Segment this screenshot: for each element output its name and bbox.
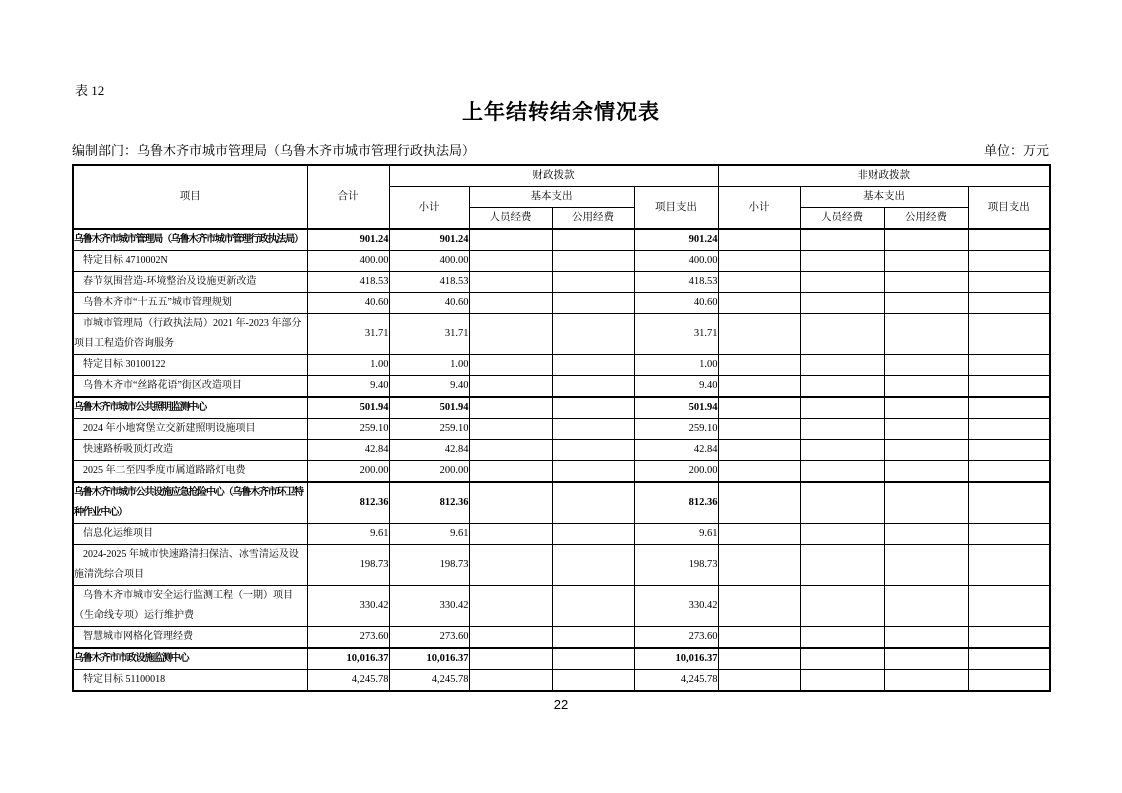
value-cell: 259.10: [307, 419, 389, 440]
value-cell: [469, 376, 552, 398]
value-cell: 198.73: [307, 545, 389, 586]
col-group-nonfiscal-basic: 基本支出: [800, 187, 968, 208]
value-cell: 330.42: [634, 586, 718, 627]
value-cell: 10,016.37: [307, 648, 389, 670]
value-cell: [968, 545, 1050, 586]
col-header-nonfiscal-subtotal: 小计: [718, 187, 800, 230]
project-name-cell: 乌鲁木齐市城市安全运行监测工程（一期）项目（生命线专项）运行维护费: [73, 586, 307, 627]
value-cell: [884, 376, 968, 398]
value-cell: [469, 251, 552, 272]
value-cell: 9.61: [634, 524, 718, 545]
value-cell: [800, 314, 884, 355]
value-cell: [800, 627, 884, 649]
value-cell: [884, 272, 968, 293]
value-cell: [800, 482, 884, 524]
value-cell: 418.53: [307, 272, 389, 293]
value-cell: 200.00: [307, 461, 389, 483]
value-cell: [552, 440, 634, 461]
project-name-cell: 乌鲁木齐市市政设施监测中心: [73, 648, 307, 670]
value-cell: [884, 355, 968, 376]
table-row: [73, 376, 1050, 398]
value-cell: 40.60: [389, 293, 469, 314]
project-name-cell: 春节氛围营造-环境整治及设施更新改造: [73, 272, 307, 293]
project-name-cell: 信息化运维项目: [73, 524, 307, 545]
value-cell: 812.36: [389, 482, 469, 524]
value-cell: [718, 272, 800, 293]
table-row: [73, 648, 1050, 670]
value-cell: [552, 397, 634, 419]
table-row: [73, 586, 1050, 627]
value-cell: 10,016.37: [389, 648, 469, 670]
project-name-cell: 乌鲁木齐市“丝路花语”街区改造项目: [73, 376, 307, 398]
table-row: [73, 293, 1050, 314]
value-cell: [968, 314, 1050, 355]
project-name-cell: 2025 年二至四季度市属道路路灯电费: [73, 461, 307, 483]
value-cell: [718, 461, 800, 483]
value-cell: [968, 355, 1050, 376]
project-name-cell: 市城市管理局（行政执法局）2021 年-2023 年部分项目工程造价咨询服务: [73, 314, 307, 355]
value-cell: [469, 440, 552, 461]
value-cell: 200.00: [634, 461, 718, 483]
value-cell: [718, 229, 800, 251]
project-name-cell: 乌鲁木齐市“十五五”城市管理规划: [73, 293, 307, 314]
col-header-fiscal-subtotal: 小计: [389, 187, 469, 230]
value-cell: [718, 670, 800, 692]
col-header-fiscal-project-expenditure: 项目支出: [634, 187, 718, 230]
value-cell: 812.36: [307, 482, 389, 524]
value-cell: [469, 461, 552, 483]
value-cell: [884, 524, 968, 545]
value-cell: [552, 355, 634, 376]
value-cell: [800, 293, 884, 314]
value-cell: 31.71: [634, 314, 718, 355]
value-cell: [884, 586, 968, 627]
value-cell: 400.00: [634, 251, 718, 272]
table-row: [73, 670, 1050, 692]
value-cell: [884, 627, 968, 649]
table-row: [73, 419, 1050, 440]
value-cell: [718, 648, 800, 670]
table-row: [73, 314, 1050, 355]
value-cell: [968, 397, 1050, 419]
value-cell: 330.42: [307, 586, 389, 627]
value-cell: 10,016.37: [634, 648, 718, 670]
value-cell: [800, 586, 884, 627]
value-cell: 812.36: [634, 482, 718, 524]
table-row: [73, 440, 1050, 461]
page-title: 上年结转结余情况表: [462, 100, 660, 124]
value-cell: 273.60: [634, 627, 718, 649]
value-cell: 198.73: [634, 545, 718, 586]
value-cell: [469, 670, 552, 692]
value-cell: 4,245.78: [307, 670, 389, 692]
value-cell: [968, 524, 1050, 545]
value-cell: [552, 293, 634, 314]
value-cell: [968, 229, 1050, 251]
value-cell: [800, 545, 884, 586]
table-row: [73, 397, 1050, 419]
value-cell: 31.71: [389, 314, 469, 355]
value-cell: [469, 397, 552, 419]
value-cell: [800, 251, 884, 272]
value-cell: 259.10: [389, 419, 469, 440]
table-row: [73, 545, 1050, 586]
table-row: [73, 524, 1050, 545]
value-cell: [552, 376, 634, 398]
unit-label: 单位：万元: [983, 143, 1049, 158]
table-row: [73, 461, 1050, 483]
table-header: [73, 165, 1050, 229]
project-name-cell: 2024 年小地窝堡立交新建照明设施项目: [73, 419, 307, 440]
value-cell: 9.61: [307, 524, 389, 545]
value-cell: [968, 670, 1050, 692]
value-cell: [968, 251, 1050, 272]
value-cell: 40.60: [307, 293, 389, 314]
table-row: [73, 627, 1050, 649]
value-cell: 1.00: [307, 355, 389, 376]
value-cell: 273.60: [307, 627, 389, 649]
value-cell: [968, 627, 1050, 649]
value-cell: [552, 545, 634, 586]
value-cell: [884, 397, 968, 419]
value-cell: [718, 586, 800, 627]
project-name-cell: 乌鲁木齐市城市公共设施应急抢险中心（乌鲁木齐市环卫特种作业中心）: [73, 482, 307, 524]
table-row: [73, 272, 1050, 293]
value-cell: 501.94: [634, 397, 718, 419]
project-name-cell: 特定目标 4710002N: [73, 251, 307, 272]
page-number: 22: [553, 697, 569, 712]
value-cell: [884, 314, 968, 355]
meta-row: [72, 140, 1049, 159]
value-cell: [800, 355, 884, 376]
value-cell: 901.24: [389, 229, 469, 251]
value-cell: [800, 397, 884, 419]
value-cell: [884, 545, 968, 586]
value-cell: [800, 376, 884, 398]
project-name-cell: 特定目标 51100018: [73, 670, 307, 692]
value-cell: 200.00: [389, 461, 469, 483]
project-name-cell: 乌鲁木齐市城市公共照明监测中心: [73, 397, 307, 419]
value-cell: 400.00: [307, 251, 389, 272]
value-cell: [718, 482, 800, 524]
value-cell: 400.00: [389, 251, 469, 272]
value-cell: [552, 482, 634, 524]
value-cell: [884, 251, 968, 272]
value-cell: [469, 482, 552, 524]
value-cell: 9.40: [634, 376, 718, 398]
value-cell: 1.00: [634, 355, 718, 376]
value-cell: [718, 545, 800, 586]
value-cell: [469, 355, 552, 376]
value-cell: [469, 293, 552, 314]
value-cell: [800, 670, 884, 692]
value-cell: [884, 419, 968, 440]
value-cell: [968, 293, 1050, 314]
table-row: [73, 355, 1050, 376]
project-name-cell: 快速路桥吸顶灯改造: [73, 440, 307, 461]
table-body: [73, 229, 1050, 691]
value-cell: [552, 419, 634, 440]
prepared-by-label: 编制部门：乌鲁木齐市城市管理局（乌鲁木齐市城市管理行政执法局）: [72, 143, 476, 158]
value-cell: [469, 545, 552, 586]
value-cell: 901.24: [634, 229, 718, 251]
value-cell: [469, 586, 552, 627]
value-cell: [469, 419, 552, 440]
value-cell: [884, 229, 968, 251]
project-name-cell: 乌鲁木齐市城市管理局（乌鲁木齐市城市管理行政执法局）: [73, 229, 307, 251]
value-cell: [800, 440, 884, 461]
value-cell: 330.42: [389, 586, 469, 627]
col-header-project: 项目: [73, 165, 307, 229]
value-cell: [552, 272, 634, 293]
value-cell: [552, 586, 634, 627]
value-cell: 9.40: [389, 376, 469, 398]
project-name-cell: 2024-2025 年城市快速路清扫保洁、冰雪清运及设施清洗综合项目: [73, 545, 307, 586]
value-cell: [968, 586, 1050, 627]
col-header-fiscal-personnel: 人员经费: [469, 208, 552, 230]
value-cell: 259.10: [634, 419, 718, 440]
col-group-fiscal-basic: 基本支出: [469, 187, 634, 208]
col-header-fiscal-public: 公用经费: [552, 208, 634, 230]
col-header-total: 合计: [307, 165, 389, 229]
value-cell: 42.84: [389, 440, 469, 461]
value-cell: [469, 627, 552, 649]
value-cell: [552, 251, 634, 272]
value-cell: [469, 272, 552, 293]
value-cell: [552, 670, 634, 692]
value-cell: [718, 524, 800, 545]
value-cell: 501.94: [389, 397, 469, 419]
value-cell: [718, 376, 800, 398]
value-cell: [718, 419, 800, 440]
value-cell: 273.60: [389, 627, 469, 649]
value-cell: [718, 355, 800, 376]
table-row: [73, 229, 1050, 251]
value-cell: 31.71: [307, 314, 389, 355]
value-cell: [469, 314, 552, 355]
value-cell: 418.53: [634, 272, 718, 293]
table-row: [73, 251, 1050, 272]
value-cell: [884, 293, 968, 314]
col-group-fiscal: 财政拨款: [389, 165, 718, 187]
value-cell: [800, 461, 884, 483]
value-cell: 901.24: [307, 229, 389, 251]
value-cell: [469, 524, 552, 545]
value-cell: [718, 293, 800, 314]
value-cell: 4,245.78: [634, 670, 718, 692]
value-cell: [552, 314, 634, 355]
value-cell: [552, 461, 634, 483]
project-name-cell: 智慧城市网格化管理经费: [73, 627, 307, 649]
value-cell: [718, 397, 800, 419]
value-cell: 4,245.78: [389, 670, 469, 692]
col-header-nonfiscal-project-expenditure: 项目支出: [968, 187, 1050, 230]
value-cell: [718, 251, 800, 272]
value-cell: [552, 627, 634, 649]
value-cell: [552, 648, 634, 670]
value-cell: [552, 229, 634, 251]
value-cell: [718, 314, 800, 355]
table-row: [73, 482, 1050, 524]
value-cell: 9.40: [307, 376, 389, 398]
value-cell: 198.73: [389, 545, 469, 586]
value-cell: [968, 419, 1050, 440]
value-cell: 418.53: [389, 272, 469, 293]
value-cell: [968, 461, 1050, 483]
value-cell: [552, 524, 634, 545]
value-cell: [800, 524, 884, 545]
col-group-non-fiscal: 非财政拨款: [718, 165, 1050, 187]
value-cell: [968, 272, 1050, 293]
table-label: 表 12: [75, 83, 105, 98]
project-name-cell: 特定目标 30100122: [73, 355, 307, 376]
value-cell: [968, 482, 1050, 524]
value-cell: [800, 272, 884, 293]
value-cell: [800, 229, 884, 251]
value-cell: [718, 440, 800, 461]
value-cell: [884, 482, 968, 524]
col-header-nonfiscal-personnel: 人员经费: [800, 208, 884, 230]
value-cell: 501.94: [307, 397, 389, 419]
carryover-balance-table: [72, 164, 1051, 692]
value-cell: [800, 419, 884, 440]
value-cell: [469, 229, 552, 251]
value-cell: [800, 648, 884, 670]
value-cell: [884, 440, 968, 461]
value-cell: [718, 627, 800, 649]
value-cell: 42.84: [307, 440, 389, 461]
value-cell: [884, 648, 968, 670]
value-cell: 9.61: [389, 524, 469, 545]
value-cell: 40.60: [634, 293, 718, 314]
value-cell: 42.84: [634, 440, 718, 461]
value-cell: [968, 376, 1050, 398]
col-header-nonfiscal-public: 公用经费: [884, 208, 968, 230]
value-cell: [968, 440, 1050, 461]
value-cell: [884, 461, 968, 483]
value-cell: [968, 648, 1050, 670]
value-cell: [469, 648, 552, 670]
value-cell: 1.00: [389, 355, 469, 376]
value-cell: [884, 670, 968, 692]
